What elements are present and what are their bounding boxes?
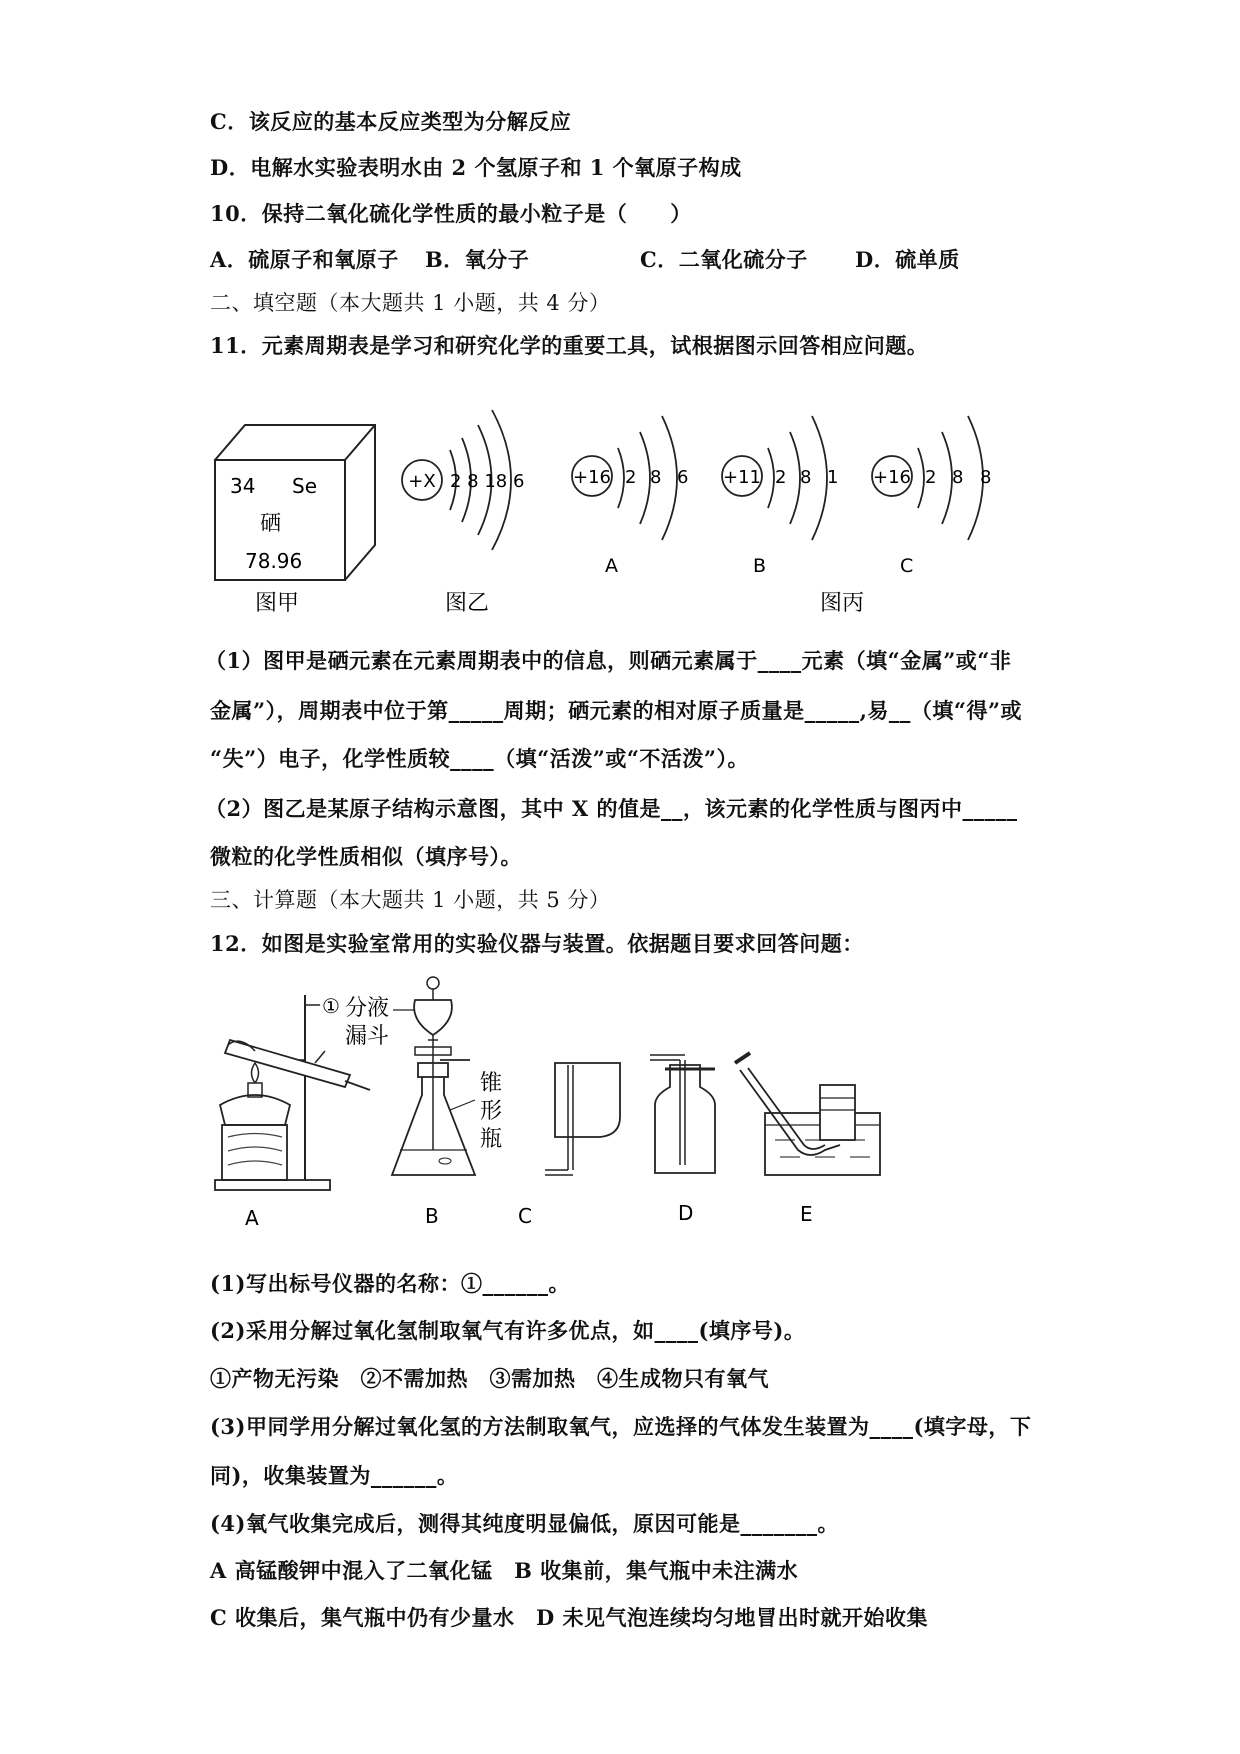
q12-stem: 12．如图是实验室常用的实验仪器与装置。依据题目要求回答问题：: [210, 931, 864, 956]
q10-option-a: A．硫原子和氧原子: [210, 247, 399, 272]
q11-part2-line2: 微粒的化学性质相似（填序号）。: [210, 844, 522, 869]
q12-part4-options-ab: A 高锰酸钾中混入了二氧化锰 B 收集前，集气瓶中未注满水: [210, 1558, 799, 1583]
caption-bing: 图丙: [820, 591, 865, 616]
shell-2: 8: [952, 467, 964, 488]
q11-part1-line3: “失”）电子，化学性质较____（填“活泼”或“不活泼”）。: [210, 746, 749, 771]
atomic-number: 34: [230, 474, 256, 498]
q10-option-c: C．二氧化硫分子: [640, 247, 808, 272]
q12-part4: (4)氧气收集完成后，测得其纯度明显偏低，原因可能是_______。: [210, 1511, 839, 1536]
q12-part3-line1: (3)甲同学用分解过氧化氢的方法制取氧气，应选择的气体发生装置为____(填字母，下: [210, 1414, 1032, 1439]
label-c: C: [900, 555, 914, 577]
element-symbol: Se: [292, 474, 317, 498]
shell-1: 2: [775, 467, 787, 488]
nucleus-charge: +X: [408, 471, 436, 492]
apparatus-d: [650, 1055, 715, 1225]
apparatus-b: [345, 977, 502, 1228]
q11-stem: 11．元素周期表是学习和研究化学的重要工具，试根据图示回答相应问题。: [210, 333, 929, 358]
shell-3: 1: [827, 467, 839, 488]
element-name: 硒: [260, 511, 281, 535]
atom-diagram-yi: [402, 410, 524, 550]
q11-figure: [200, 370, 1040, 620]
caption-yi: 图乙: [445, 591, 490, 616]
label-a: A: [605, 555, 618, 577]
electron-shells: 2 8 18 6: [450, 471, 525, 492]
nucleus-charge: +16: [873, 467, 911, 488]
q9-option-d: D．电解水实验表明水由 2 个氢原子和 1 个氧原子构成: [210, 155, 742, 180]
label-a: A: [245, 1206, 259, 1230]
atom-diagram-c: [872, 416, 991, 577]
selenium-periodic-cell: [215, 425, 375, 580]
q12-part2-options: ①产物无污染 ②不需加热 ③需加热 ④生成物只有氧气: [210, 1366, 769, 1391]
shell-2: 8: [650, 467, 662, 488]
apparatus-c: [518, 1063, 620, 1228]
flask-label-line1: 锥: [480, 1071, 503, 1096]
shell-1: 2: [925, 467, 937, 488]
q12-part4-options-cd: C 收集后，集气瓶中仍有少量水 D 未见气泡连续均匀地冒出时就开始收集: [210, 1605, 929, 1630]
label-c: C: [518, 1204, 532, 1228]
q10-option-d: D．硫单质: [855, 247, 960, 272]
q11-part1-line1: （1）图甲是硒元素在元素周期表中的信息，则硒元素属于____元素（填“金属”或“非: [205, 648, 1012, 673]
flask-label-line2: 形: [480, 1099, 503, 1124]
label-b: B: [425, 1204, 439, 1228]
section-3-heading: 三、计算题（本大题共 1 小题，共 5 分）: [210, 888, 611, 912]
q9-option-c: C．该反应的基本反应类型为分解反应: [210, 109, 572, 134]
q12-part3-line2: 同)，收集装置为______。: [210, 1463, 459, 1488]
q10-stem: 10．保持二氧化硫化学性质的最小粒子是（ ）: [210, 201, 692, 226]
q12-part1: (1)写出标号仪器的名称：①______。: [210, 1271, 570, 1296]
q12-apparatus-figure: [200, 965, 1020, 1240]
marker-1: ①: [322, 994, 340, 1018]
q11-part2-line1: （2）图乙是某原子结构示意图，其中 X 的值是__，该元素的化学性质与图丙中_____: [205, 796, 1018, 821]
section-2-heading: 二、填空题（本大题共 1 小题，共 4 分）: [210, 291, 611, 315]
atomic-mass: 78.96: [245, 549, 303, 573]
shell-1: 2: [625, 467, 637, 488]
nucleus-charge: +16: [573, 467, 611, 488]
label-d: D: [678, 1201, 694, 1225]
label-e: E: [800, 1202, 813, 1226]
apparatus-e: [735, 1053, 880, 1226]
caption-jia: 图甲: [255, 591, 300, 616]
shell-3: 8: [980, 467, 992, 488]
flask-label-line3: 瓶: [480, 1127, 503, 1152]
atom-diagram-b: [722, 416, 838, 577]
funnel-label-line2: 漏斗: [345, 1024, 390, 1049]
nucleus-charge: +11: [723, 467, 761, 488]
shell-3: 6: [677, 467, 689, 488]
label-b: B: [753, 555, 767, 577]
q12-part2: (2)采用分解过氧化氢制取氧气有许多优点，如____(填序号)。: [210, 1318, 806, 1343]
q11-part1-line2: 金属”），周期表中位于第_____周期；硒元素的相对原子质量是_____,易__（填“得”或: [210, 698, 1023, 723]
shell-2: 8: [800, 467, 812, 488]
q10-option-b: B．氧分子: [425, 247, 530, 272]
atom-diagram-a: [572, 416, 688, 577]
funnel-label-line1: 分液: [345, 996, 390, 1021]
